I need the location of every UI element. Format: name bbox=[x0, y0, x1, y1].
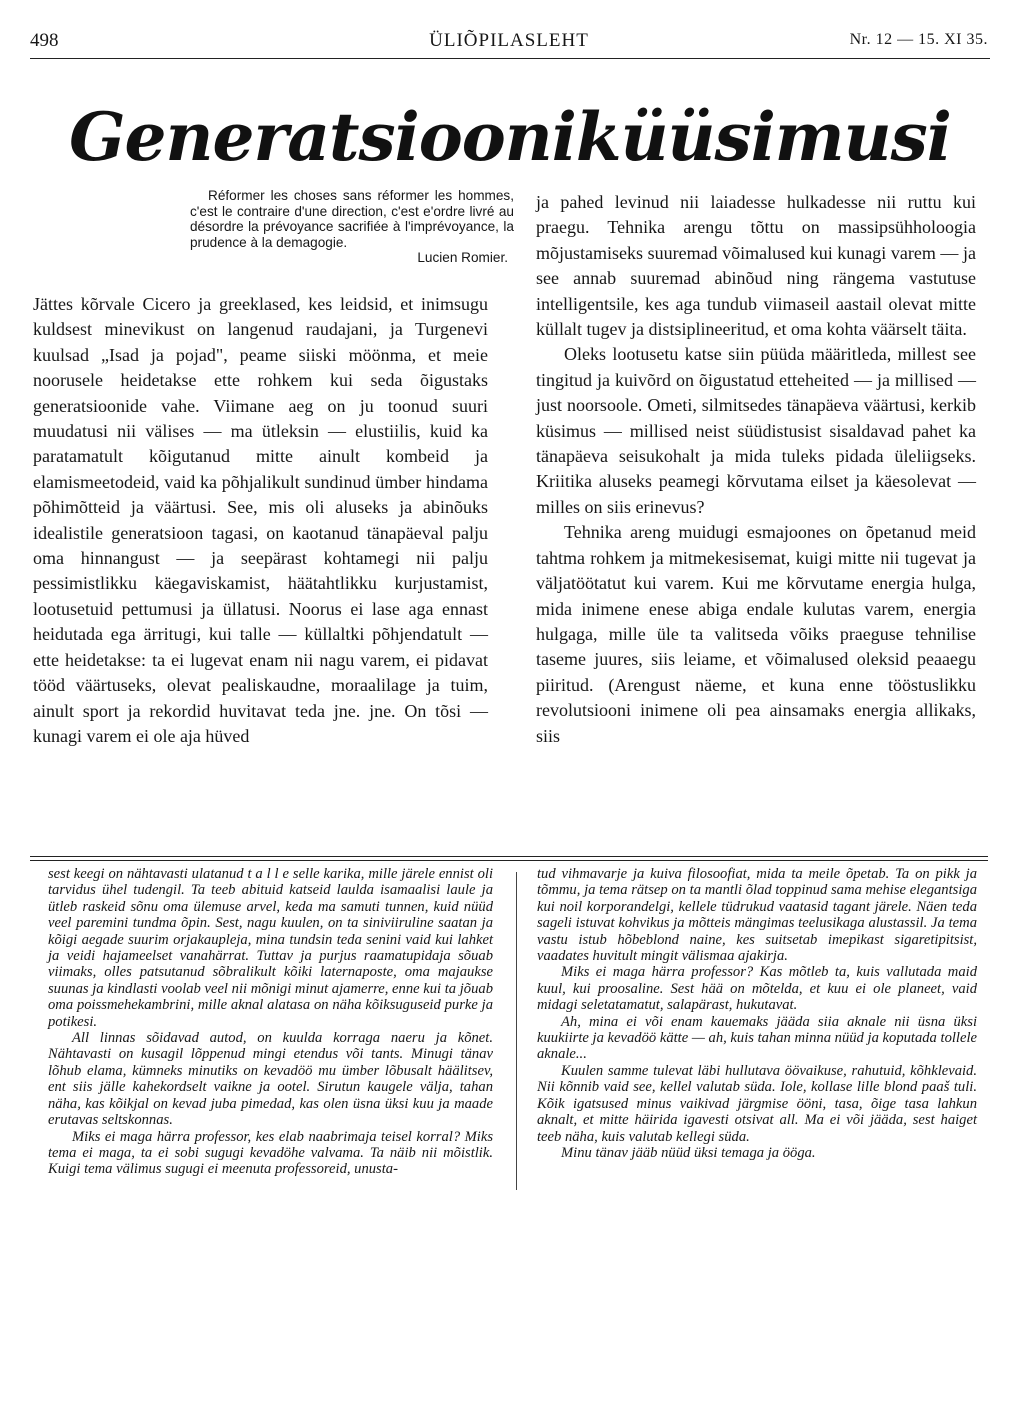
paragraph: Tehnika areng muidugi esmajoones on õpetanud meid tahtma rohkem ja mitmekesisemat, kuigi mitte nii tugevat ja väljatöötatut kui varem. Kui me kõrvutame energia hulga, mida inimene enese abiga endale kulutas varem, energia hulgaga, mille üle ta valitseda võiks praeguse tehnilise taseme juures, siis leiame, et võimalused oleksid peaaegu piiritud. (Arengust näeme, et kuna enne tööstuslikku revolutsiooni inimene oli pea ainsamaks energia allikaks, siis bbox=[536, 522, 976, 746]
paragraph: Jättes kõrvale Cicero ja greeklased, kes leidsid, et inimsugu kuldsest minevikust on langenud raudajani, ja Turgenevi kuulsad „Isad ja pojad", peame siiski möönma, et meie noorusele heidetakse ette rohkem kui seda õigustaks generatsioonide vahe. Viimane aeg on ju toonud suuri muudatusi nii välises — ma ütleksin — elustiilis, kuid ka paratamatult kõigutanud mitte ainult kombeid ja elamismeetodeid, vaid ka põhjalikult sundinud ümber hindama põhimõtteid ja väärtusi. See, mis oli aluseks ja abinõuks idealistile generatsioon tagasi, on kaotanud tänapäeval palju oma hinnangust — ja seepärast kohtamegi nii palju pessimistlikku käegaviskamist, häätahtlikku kurjustamist, lootusetuid pettumusi ja üllatusi. Noorus ei lase aga ennast heidutada ega ärritugi, kui talle — küllaltki põhjendatult — ette heidetakse: ta ei lugevat enam nii nagu varem, ei pidavat tööd väärtuseks, olevat pealiskaudne, moraalilage ja tuim, ainult sport ja rekordid huvitavat teda jne. jne. On tõsi — kunagi varem ei ole aja hüved bbox=[33, 294, 488, 746]
paragraph: Miks ei maga härra professor? Kas mõtleb ta, kuis vallutada maid kuul, kui proosaline. Sest hää on mõtelda, et kuu ei ole planeet, vaid midagi seletatamatut, salapärast, hukutavat. bbox=[537, 964, 977, 1014]
serial-column-right bbox=[537, 866, 977, 1161]
page-number: 498 bbox=[30, 30, 59, 51]
paragraph: Miks ei maga härra professor, kes elab naabrimaja teisel korral? Miks tema ei maga, ta ei sobi sugugi kevadöhe valvama. Ta näib nii mõistlik. Kuigi tema välimus sugugi ei meenuta professoreid, unusta- bbox=[48, 1128, 493, 1178]
column-separator bbox=[516, 872, 517, 1190]
page-header bbox=[30, 30, 988, 56]
article-column-left bbox=[33, 292, 488, 749]
paragraph: ja pahed levinud nii laiadesse hulkadesse nii ruttu kui praegu. Tehnika arengu tõttu on massipsühholoogia mõjustamiseks suuremad võimalused kui kunagi varem — ja see annab suuremad abinõud ning rängema vastutuse intelligentsile, kes aga tundub viimaseil aastail olevat mitte küllalt tugev ja distsiplineeritud, et oma kohta väärselt täita. bbox=[536, 192, 976, 340]
article-column-right bbox=[536, 190, 976, 749]
epigraph-author: Lucien Romier. bbox=[417, 250, 508, 266]
paragraph: tud vihmavarje ja kuiva filosoofiat, mida ta meile õpetab. Ta on pikk ja tõmmu, ja tema rätsep on ta mantli õlad toppinud sama mehise elegantsiga kui noil korporandelgi, kellele tüdrukud vaatasid tagant järele. Näen teda sageli istuvat kohvikus ja mõtteis mängimas teelusikaga alustassil. Ja tema vastu istub hõbeblond naine, kes suitsetab imepikast sigaretipitsist, vaadates huvitult mingit välismaa ajakirja. bbox=[537, 866, 977, 965]
paragraph: Oleks lootusetu katse siin püüda määritleda, millest see tingitud ja kuivõrd on õigustatud etteheited — ja millised — just noorsoole. Ometi, silmitsedes tänapäeva väärtusi, kerkib küsimus — millised neist süüdistusist sisaldavad pahet ka tänapäeva seisukohalt ja mida tuleks pidada üleliigseks. Kriitika aluseks peamegi kõrvutama eilset ja käesolevat — milles on siis erinevus? bbox=[536, 344, 976, 517]
paragraph: All linnas sõidavad autod, on kuulda korraga naeru ja kõnet. Nähtavasti on kusagil lõppenud mingi etendus või tants. Minugi tänav lõhub elama, kümneks minutiks on kevadöö mu ümber lõbusalt häälitsev, ent siis jälle kahekordselt vaikne ja ootel. Sirutun kaugele välja, tahan näha, kas kõikjal on kevad juba pimedad, kas olen üsna üksi kuu ja maade erutavas seltskonnas. bbox=[48, 1030, 493, 1129]
paragraph: Ah, mina ei või enam kauemaks jääda siia aknale nii üsna üksi kuukiirte ja kevadöö kätte — ah, kuis tahan minna nüüd ja koputada tollele aknale... bbox=[537, 1013, 977, 1063]
issue-info: Nr. 12 — 15. XI 35. bbox=[849, 31, 988, 48]
paragraph: Minu tänav jääb nüüd üksi temaga ja ööga. bbox=[561, 1144, 816, 1161]
article-title: Generatsiooniküüsimusi bbox=[69, 98, 951, 176]
paragraph: sest keegi on nähtavasti ulatanud t a l l e selle karika, mille järele ennist oli tarvidus ühel tudengil. Ta teeb abituid katseid laulda isamaalisi laule ja ütleb raskeid sõnu oma ülemuse arvel, keda ma samuti tunnen, kuid nüüd veel paremini tundma õpin. Sest, nagu kuulen, on ta siniviiruline saatan ja kõigi aegade suurim orjakaupleja, mina tundsin teda senini vaid kui lahket ja veidi hajameelset vanahärrat. Tuttav ja purjus raamatupidaja sõuab viimaks, olles patsutanud sõbralikult kõiki laternaposte, oma majaukse suunas ja kindlasti voolab veel nii mõnigi minut ajamerre, enne kui ta jõuab oma poissmehekambrini, mille aknal alatasa on näha kõiksuguseid purke ja potikesi. bbox=[48, 866, 493, 1030]
epigraph bbox=[190, 188, 514, 266]
section-divider bbox=[30, 856, 988, 861]
paragraph: Kuulen samme tulevat läbi hullutava öövaikuse, rahutuid, kõhklevaid. Nii kõnnib vaid see, kellel valutab süda. Iole, kollase lille blond paaš tuli. Kõik igatsused minus vaikivad järgmise ööni, tasa, õige tasa lahkun aknalt, et mitte häirida igavesti otsivat all. Ma ei või jääda, sest haiget teeb näha, kuis valutab kellegi süda. bbox=[537, 1062, 977, 1145]
epigraph-text: Réformer les choses sans réformer les hommes, c'est le contraire d'une direction, c'est e'ordre livré au désordre la prévoyance sacrifiée à l'imprévoyance, la prudence à la demagogie. bbox=[190, 188, 514, 250]
serial-column-left bbox=[48, 866, 493, 1178]
publication-title: ÜLIÕPILASLEHT bbox=[429, 30, 589, 51]
header-rule bbox=[30, 58, 990, 59]
